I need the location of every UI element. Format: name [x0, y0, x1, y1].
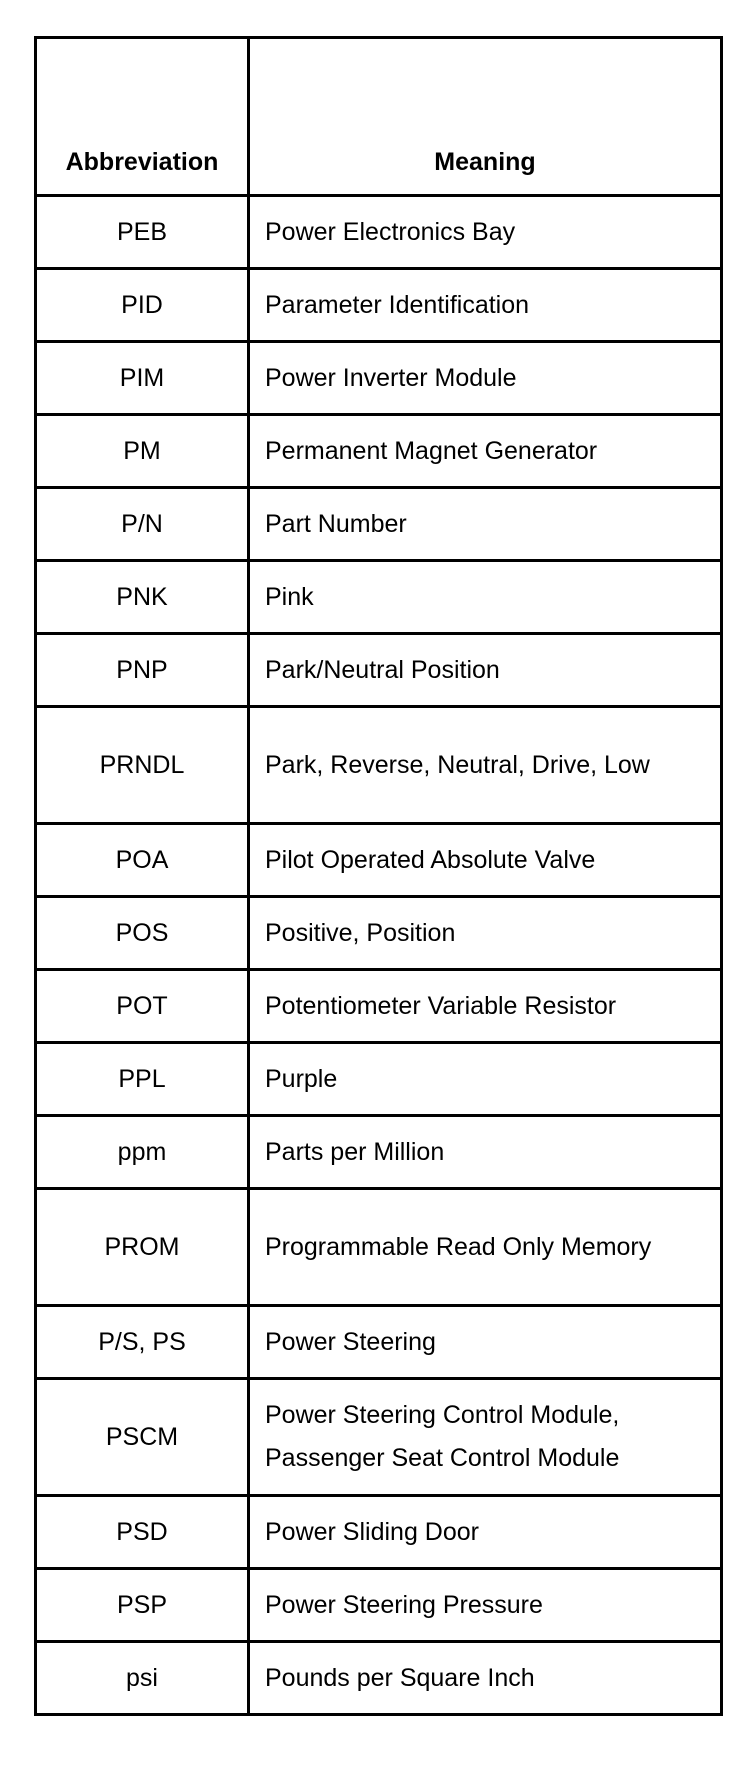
abbreviation-cell: PM: [36, 415, 249, 488]
meaning-cell: Programmable Read Only Memory: [249, 1189, 722, 1306]
meaning-cell: Pilot Operated Absolute Valve: [249, 824, 722, 897]
meaning-cell: Parameter Identification: [249, 269, 722, 342]
abbreviation-table: [34, 36, 723, 1716]
abbreviation-cell: ppm: [36, 1116, 249, 1189]
abbreviation-cell: PROM: [36, 1189, 249, 1306]
table-row: [36, 1642, 722, 1715]
meaning-cell: Purple: [249, 1043, 722, 1116]
table-row: [36, 1569, 722, 1642]
meaning-cell: Permanent Magnet Generator: [249, 415, 722, 488]
meaning-cell: Park, Reverse, Neutral, Drive, Low: [249, 707, 722, 824]
table-row: [36, 634, 722, 707]
meaning-cell: Part Number: [249, 488, 722, 561]
meaning-cell: Parts per Million: [249, 1116, 722, 1189]
table-row: [36, 1379, 722, 1496]
table-row: [36, 1043, 722, 1116]
abbreviation-cell: PPL: [36, 1043, 249, 1116]
meaning-cell: Power Electronics Bay: [249, 196, 722, 269]
table-row: [36, 970, 722, 1043]
table-row: [36, 196, 722, 269]
abbreviation-cell: PNK: [36, 561, 249, 634]
meaning-cell: Pink: [249, 561, 722, 634]
meaning-column-header: Meaning: [249, 38, 722, 196]
meaning-cell: Power Steering Pressure: [249, 1569, 722, 1642]
table-row: [36, 897, 722, 970]
meaning-cell: Pounds per Square Inch: [249, 1642, 722, 1715]
table-row: [36, 415, 722, 488]
abbreviation-cell: PID: [36, 269, 249, 342]
table-row: [36, 561, 722, 634]
abbreviation-cell: PIM: [36, 342, 249, 415]
table-row: [36, 488, 722, 561]
meaning-cell: Potentiometer Variable Resistor: [249, 970, 722, 1043]
table-row: [36, 1306, 722, 1379]
table-row: [36, 707, 722, 824]
abbreviation-cell: PSP: [36, 1569, 249, 1642]
table-row: [36, 342, 722, 415]
meaning-cell: Power Inverter Module: [249, 342, 722, 415]
table-row: [36, 1189, 722, 1306]
abbreviation-cell: P/S, PS: [36, 1306, 249, 1379]
meaning-cell: Power Sliding Door: [249, 1496, 722, 1569]
meaning-cell: Positive, Position: [249, 897, 722, 970]
abbreviation-column-header: Abbreviation: [36, 38, 249, 196]
table-row: [36, 824, 722, 897]
abbreviation-cell: psi: [36, 1642, 249, 1715]
meaning-cell: Park/Neutral Position: [249, 634, 722, 707]
meaning-cell: Power Steering: [249, 1306, 722, 1379]
table-header-row: [36, 38, 722, 196]
table-row: [36, 1116, 722, 1189]
meaning-cell: Power Steering Control Module, Passenger Seat Control Module: [249, 1379, 722, 1496]
table-row: [36, 1496, 722, 1569]
abbreviation-cell: PNP: [36, 634, 249, 707]
table-row: [36, 269, 722, 342]
abbreviation-cell: P/N: [36, 488, 249, 561]
abbreviation-cell: PSCM: [36, 1379, 249, 1496]
abbreviation-cell: POS: [36, 897, 249, 970]
abbreviation-cell: POT: [36, 970, 249, 1043]
abbreviation-cell: PSD: [36, 1496, 249, 1569]
abbreviation-cell: PEB: [36, 196, 249, 269]
abbreviation-cell: PRNDL: [36, 707, 249, 824]
abbreviation-cell: POA: [36, 824, 249, 897]
